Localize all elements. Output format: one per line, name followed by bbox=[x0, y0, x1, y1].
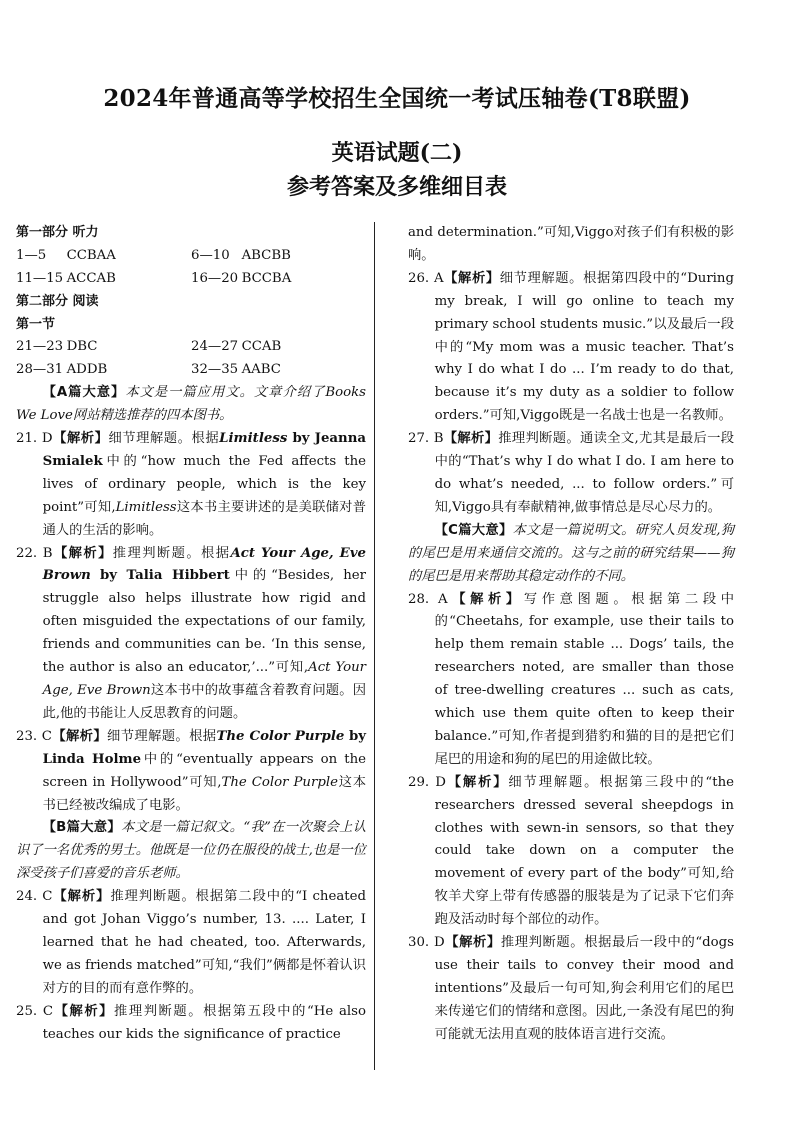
answer-code: ADDB bbox=[66, 362, 108, 378]
range-label: 32—35 bbox=[191, 362, 239, 378]
answer-25 bbox=[16, 1001, 366, 1047]
author-name: Jeanna Smialek bbox=[42, 431, 366, 469]
explanation-text: by bbox=[287, 431, 315, 447]
range-label: 16—20 bbox=[191, 270, 239, 286]
question-number: 25. C bbox=[16, 1003, 54, 1019]
explanation-text: and determination.”可知,Viggo对孩子们有积极的影响。 bbox=[408, 225, 734, 263]
question-number: 26. A bbox=[408, 270, 444, 286]
summary-text: 本文是一篇说明文。研究人员发现,狗的尾巴是用来通信交流的。这与之前的研究结果——狗的尾巴是用来帮助其稳定动作的不同。 bbox=[408, 522, 734, 584]
summary-b bbox=[16, 817, 366, 886]
answer-key-title: 参考答案及多维细目表 bbox=[286, 174, 507, 200]
analysis-tag: 【解析】 bbox=[443, 270, 500, 286]
explanation-text: 中的“how much the Fed affects the lives of ordinary people, which is the key point”可知, bbox=[42, 453, 366, 515]
range-label: 21—23 bbox=[16, 339, 64, 355]
answer-row bbox=[16, 268, 366, 291]
summary-text: 本文是一篇应用文。文章介绍了Books We Love网站精选推荐的四本图书。 bbox=[16, 385, 366, 424]
question-number: 22. B bbox=[16, 545, 53, 561]
analysis-tag: 【解析】 bbox=[52, 545, 113, 561]
question-number: 29. D bbox=[408, 774, 446, 790]
answer-code: BCCBA bbox=[241, 270, 292, 286]
explanation-text: 这本书已经被改编成了电影。 bbox=[42, 774, 367, 813]
answer-22 bbox=[16, 543, 366, 726]
question-number: 23. C bbox=[16, 728, 52, 744]
answer-24 bbox=[16, 886, 366, 1001]
summary-label: 【C篇大意】 bbox=[434, 522, 513, 538]
analysis-tag: 【解析】 bbox=[52, 431, 109, 447]
analysis-tag: 【解析】 bbox=[444, 935, 501, 951]
explanation-text: 推理判断题。根据第五段中的“He also teaches our kids the significance of practice bbox=[42, 1003, 366, 1042]
answer-code: AABC bbox=[241, 362, 281, 378]
explanation-text: 推理判断题。根据最后一段中的“dogs use their tails to convey their mood and intentions”及最后一句可知,狗会利用它们的尾巴来传递它们的情绪和意图。因此,一条没有尾巴的狗可能就无法用直观的肢体语言进行交流。 bbox=[434, 935, 735, 1042]
column-divider bbox=[374, 222, 375, 1070]
explanation-text: 细节理解题。根据第四段中的“During my break, I will go online to teach my primary school students music.”以及最后一段中的“My mom was a music teacher. That’s why I do what I do ... I’m ready to do that, because it’s my duty as a soldier to follow orders.”可知,Viggo既是一名战士也是一名教师。 bbox=[434, 270, 734, 424]
answer-code: ABCBB bbox=[241, 247, 291, 263]
right-column bbox=[408, 222, 734, 1047]
question-number: 28. A bbox=[408, 591, 448, 607]
answer-23 bbox=[16, 726, 366, 818]
analysis-tag: 【解析】 bbox=[445, 774, 509, 790]
answer-code: CCAB bbox=[241, 339, 282, 355]
analysis-tag: 【解析】 bbox=[51, 728, 108, 744]
book-title: Act Your Age, Eve Brown bbox=[42, 545, 367, 584]
analysis-tag: 【解析】 bbox=[447, 591, 524, 607]
section1-heading: 第一节 bbox=[16, 316, 56, 332]
summary-c bbox=[408, 520, 734, 589]
answer-26 bbox=[408, 268, 734, 428]
answer-30 bbox=[408, 932, 734, 1047]
answer-row bbox=[16, 245, 366, 268]
author-name: by Talia Hibbert bbox=[99, 568, 230, 584]
summary-label: 【A篇大意】 bbox=[42, 385, 126, 401]
analysis-tag: 【解析】 bbox=[52, 889, 111, 905]
answer-29 bbox=[408, 772, 734, 932]
explanation-text: 细节理解题。根据第三段中的“the researchers dressed several sheepdogs in clothes with sewn-in sensors, so that they could take down on a computer the movement of every part of the body”可知,给牧羊犬穿上带有传感器的服装是为了记录下它们奔跑及活动时每个部位的动作。 bbox=[434, 774, 734, 928]
author-name: by Linda Holme bbox=[42, 728, 366, 767]
part2-heading: 第二部分 阅读 bbox=[16, 293, 99, 309]
analysis-tag: 【解析】 bbox=[53, 1003, 115, 1019]
answer-27 bbox=[408, 428, 734, 520]
main-title: 2024年普通高等学校招生全国统一考试压轴卷(T8联盟) bbox=[103, 85, 691, 112]
book-title: The Color Purple bbox=[216, 728, 345, 744]
explanation-text: 推理判断题。根据第二段中的“I cheated and got Johan Viggo’s number, 13. .... Later, I learned that he had cheated, too. Afterwards, we as friends matched”可知,“我们”俩都是怀着认识对方的目的而有意作弊的。 bbox=[42, 889, 367, 996]
book-title: Limitless bbox=[219, 431, 288, 447]
summary-text: 本文是一篇记叙文。“我”在一次聚会上认识了一名优秀的男士。他既是一位仍在服役的战士,也是一位深受孩子们喜爱的音乐老师。 bbox=[16, 820, 366, 882]
explanation-text bbox=[91, 568, 100, 583]
explanation-text: 这本书中的故事蕴含着教育问题。因此,他的书能让人反思教育的问题。 bbox=[42, 683, 366, 721]
explanation-text: 推理判断题。根据 bbox=[112, 545, 231, 561]
range-label: 6—10 bbox=[191, 247, 230, 263]
explanation-text: 细节理解题。根据 bbox=[108, 431, 220, 447]
explanation-text: 推理判断题。通读全文,尤其是最后一段中的“That’s why I do what I do. I am here to do what’s needed, ... to follow orders.”可知,Viggo具有奉献精神,做事情总是尽心尽力的。 bbox=[434, 431, 734, 515]
book-title: Act Your Age, Eve Brown bbox=[42, 660, 367, 699]
range-label: 28—31 bbox=[16, 362, 64, 378]
range-label: 11—15 bbox=[16, 270, 64, 286]
analysis-tag: 【解析】 bbox=[443, 431, 499, 447]
left-column bbox=[16, 222, 366, 1047]
answer-21 bbox=[16, 428, 366, 543]
explanation-text: 中的“Besides, her struggle also helps illustrate how rigid and often misguided the expectations of our family, friends and communities can be. ‘In this sense, the author is also an educator,’...”可知, bbox=[42, 568, 366, 676]
answer-25-continued bbox=[408, 222, 734, 268]
subject-title: 英语试题(二) bbox=[331, 140, 463, 166]
question-number: 30. D bbox=[408, 935, 445, 951]
explanation-text: 这本书主要讲述的是美联储对普通人的生活的影响。 bbox=[42, 499, 367, 538]
answer-row bbox=[16, 336, 366, 359]
explanation-text: 中的“eventually appears on the screen in Hollywood”可知, bbox=[42, 751, 366, 790]
answer-code: CCBAA bbox=[66, 247, 116, 263]
range-label: 1—5 bbox=[16, 247, 47, 263]
part1-heading: 第一部分 听力 bbox=[16, 225, 99, 240]
answer-code: ACCAB bbox=[66, 270, 116, 286]
explanation-text: 写作意图题。根据第二段中的“Cheetahs, for example, use their tails to help them remain stable ... Dogs’ tails, the researchers noted, are smaller than those of tree-dwelling creatures ... such as cats, which use them quite often to keep their balance.”可知,作者提到猎豹和猫的目的是把它们尾巴的用途和狗的尾巴的用途做比较。 bbox=[434, 591, 735, 767]
question-number: 27. B bbox=[408, 431, 444, 447]
answer-code: DBC bbox=[66, 339, 98, 355]
summary-a bbox=[16, 382, 366, 428]
answer-28 bbox=[408, 589, 734, 772]
answer-row bbox=[16, 359, 366, 382]
book-title: The Color Purple bbox=[221, 774, 338, 790]
question-number: 21. D bbox=[16, 431, 53, 447]
explanation-text: 细节理解题。根据 bbox=[107, 728, 217, 744]
summary-label: 【B篇大意】 bbox=[42, 820, 121, 836]
question-number: 24. C bbox=[16, 889, 53, 905]
range-label: 24—27 bbox=[191, 339, 239, 355]
book-title: Limitless bbox=[115, 499, 177, 515]
